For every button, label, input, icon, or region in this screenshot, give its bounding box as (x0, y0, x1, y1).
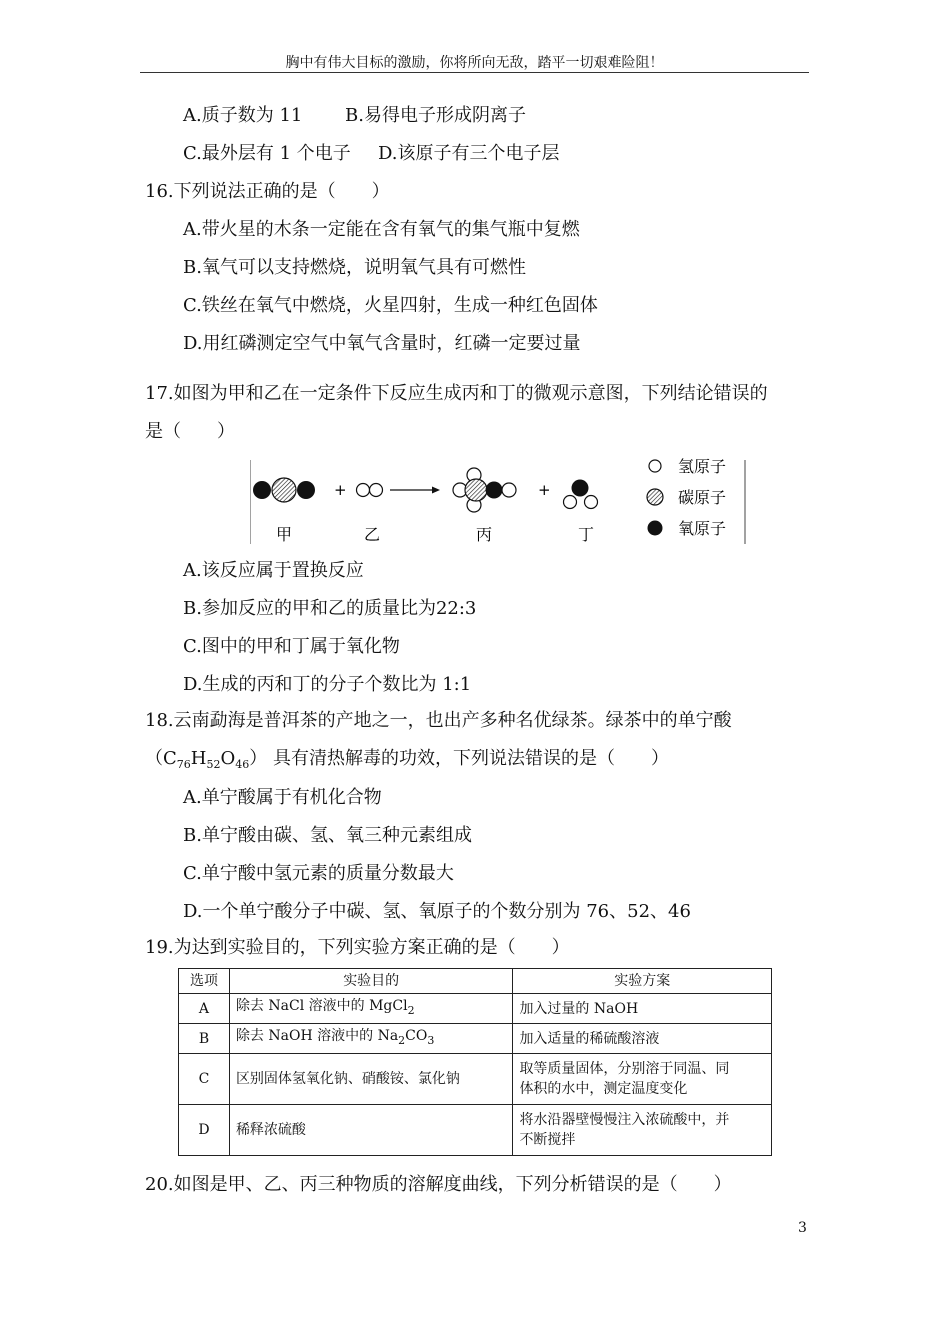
legend-hydrogen-label: 氢原子 (678, 458, 727, 476)
hydrogen-atom (370, 484, 383, 497)
q16-option-d: D.用红磷测定空气中氧气含量时，红磷一定要过量 (183, 333, 581, 354)
oxygen-atom (253, 481, 271, 499)
q15-option-b: B.易得电子形成阴离子 (345, 105, 526, 126)
molecule-bing (453, 468, 516, 512)
row-option: D (179, 1105, 230, 1156)
row-purpose: 稀释浓硫酸 (229, 1105, 513, 1156)
oxygen-atom (297, 481, 315, 499)
label-jia: 甲 (276, 525, 293, 544)
q19-stem: 19.为达到实验目的，下列实验方案正确的是（ ） (145, 937, 570, 958)
header-motto: 胸中有伟大目标的激励，你将所向无敌，踏平一切艰难险阻！ (285, 55, 664, 71)
legend-oxygen-label: 氧原子 (678, 519, 727, 538)
q18-stem-line2 (145, 747, 669, 777)
q17-stem-line2: 是（ ） (145, 421, 235, 442)
q18-option-d: D.一个单宁酸分子中碳、氢、氧原子的个数分别为 76、52、46 (183, 901, 691, 922)
q18-stem-rest: ） 具有清热解毒的功效，下列说法错误的是（ ） (249, 748, 669, 769)
oxygen-atom (486, 482, 503, 499)
q15-option-c: C.最外层有 1 个电子 (183, 143, 351, 164)
row-option: B (179, 1024, 230, 1054)
label-bing: 丙 (476, 525, 493, 544)
row-plan: 取等质量固体，分别溶于同温、同 体积的水中，测定温度变化 (513, 1054, 772, 1105)
row-plan: 加入适量的稀硫酸溶液 (513, 1024, 772, 1054)
molecule-yi (357, 484, 383, 497)
reaction-diagram-svg (250, 458, 746, 546)
plus-sign-1: + (334, 481, 347, 499)
legend-hydrogen-icon (649, 460, 661, 472)
formula-sub-o: 46 (235, 758, 250, 771)
legend-oxygen-icon (648, 521, 663, 536)
table-header-row (179, 969, 772, 994)
page-number: 3 (798, 1220, 807, 1236)
oxygen-atom (572, 480, 589, 497)
table-header-purpose: 实验目的 (229, 969, 513, 994)
q20-stem: 20.如图是甲、乙、丙三种物质的溶解度曲线，下列分析错误的是（ ） (145, 1174, 732, 1195)
label-yi: 乙 (364, 525, 381, 544)
molecule-ding (564, 480, 598, 509)
q18-option-a: A.单宁酸属于有机化合物 (183, 787, 382, 808)
reaction-arrow-icon (390, 487, 440, 494)
formula-open: （C (145, 748, 177, 769)
table-header-option: 选项 (179, 969, 230, 994)
q17-option-b: B.参加反应的甲和乙的质量比为22:3 (183, 598, 477, 619)
hydrogen-atom (502, 483, 516, 497)
molecule-jia (253, 478, 315, 502)
header-rule (140, 72, 809, 73)
legend-carbon-label: 碳原子 (678, 488, 727, 507)
q17-option-d: D.生成的丙和丁的分子个数比为 1:1 (183, 674, 472, 695)
label-ding: 丁 (578, 525, 595, 544)
legend (647, 458, 726, 538)
row-option: A (179, 994, 230, 1024)
plus-sign-2: + (538, 481, 551, 499)
q15-option-a: A.质子数为 11 (183, 105, 303, 126)
row-purpose: 除去 NaCl 溶液中的 MgCl$_2$ (229, 994, 513, 1024)
formula-h: H (190, 748, 207, 769)
table-row (179, 1105, 772, 1156)
q17-option-c: C.图中的甲和丁属于氧化物 (183, 636, 400, 657)
legend-carbon-icon (647, 489, 663, 505)
table-row (179, 1024, 772, 1054)
formula-o: O (220, 748, 236, 769)
q16-option-b: B.氧气可以支持燃烧，说明氧气具有可燃性 (183, 257, 526, 278)
q17-stem-line1: 17.如图为甲和乙在一定条件下反应生成丙和丁的微观示意图，下列结论错误的 (145, 383, 768, 404)
q15-option-d: D.该原子有三个电子层 (378, 143, 560, 164)
q18-stem-line1: 18.云南勐海是普洱茶的产地之一，也出产多种名优绿茶。绿茶中的单宁酸 (145, 710, 732, 731)
reaction-diagram (250, 458, 746, 546)
formula-sub-h: 52 (206, 758, 221, 771)
experiment-table (178, 968, 772, 1156)
q16-stem: 16.下列说法正确的是（ ） (145, 181, 390, 202)
row-purpose: 区别固体氢氧化钠、硝酸铵、氯化钠 (229, 1054, 513, 1105)
row-purpose: 除去 NaOH 溶液中的 $Na_2CO_3$ (229, 1024, 513, 1054)
row-plan: 将水沿器壁慢慢注入浓硫酸中，并 不断搅拌 (513, 1105, 772, 1156)
row-plan: 加入过量的 NaOH (513, 994, 772, 1024)
q18-option-b: B.单宁酸由碳、氢、氧三种元素组成 (183, 825, 472, 846)
q18-option-c: C.单宁酸中氢元素的质量分数最大 (183, 863, 454, 884)
table-row (179, 994, 772, 1024)
q17-option-a: A.该反应属于置换反应 (183, 560, 364, 581)
hydrogen-atom (564, 496, 577, 509)
q16-option-c: C.铁丝在氧气中燃烧，火星四射，生成一种红色固体 (183, 295, 598, 316)
carbon-atom (465, 479, 487, 501)
formula-sub-c: 76 (176, 758, 191, 771)
q16-option-a: A.带火星的木条一定能在含有氧气的集气瓶中复燃 (183, 219, 580, 240)
hydrogen-atom (357, 484, 370, 497)
hydrogen-atom (585, 496, 598, 509)
row-option: C (179, 1054, 230, 1105)
table-row (179, 1054, 772, 1105)
table-header-plan: 实验方案 (513, 969, 772, 994)
carbon-atom (272, 478, 296, 502)
